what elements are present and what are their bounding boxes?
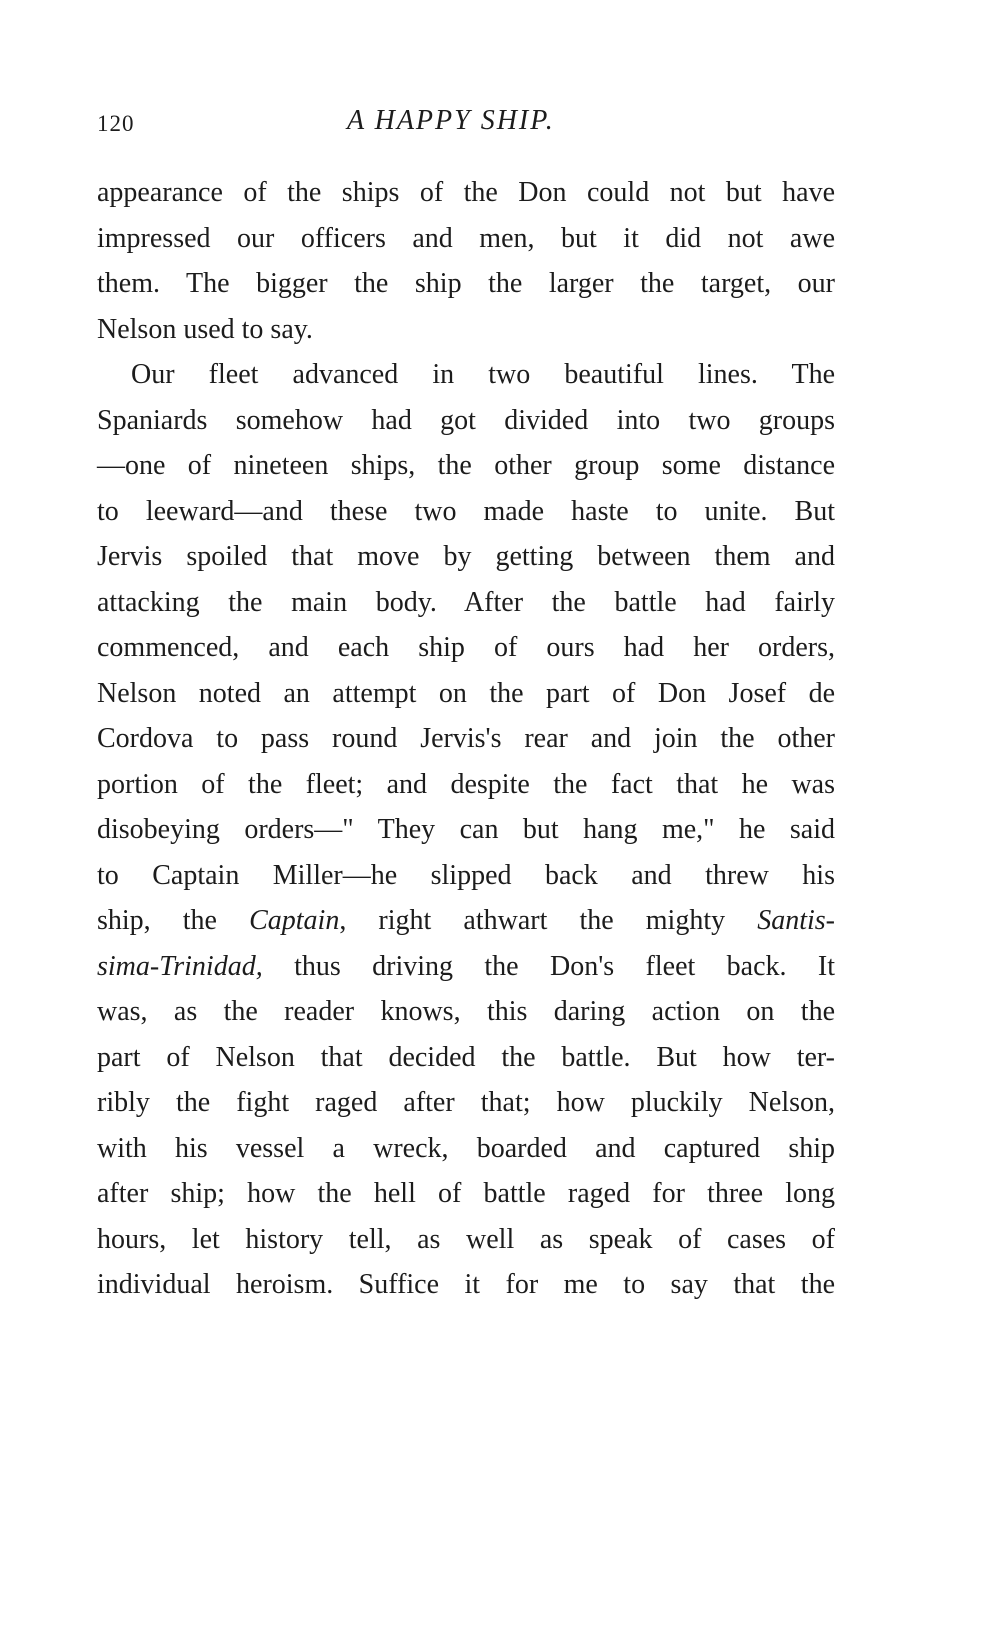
text-line: impressed our officers and men, but it did not awe [97,222,835,254]
ship-name-santissima-part2: sima-Trinidad, [97,950,263,982]
text-line: Spaniards somehow had got divided into two groups [97,404,835,436]
text-line: commenced, and each ship of ours had her orders, [97,632,835,663]
text-segment: ship, the [97,905,250,936]
text-line: attacking the main body. After the battle had fairly [97,586,835,618]
text-line: disobeying orders—" They can but hang me," he said [97,814,835,845]
text-line: hours, let history tell, as well as speak of cases of [97,1223,835,1255]
text-segment: , right athwart the mighty [339,905,758,936]
body-text [97,170,835,1308]
text-line: individual heroism. Suffice it for me to say that the [97,1269,835,1300]
paragraph-first-line: Our fleet advanced in two beautiful lines. The [131,359,835,390]
text-line: them. The bigger the ship the larger the target, our [97,268,835,299]
text-line-with-italics [97,944,835,990]
text-line: was, as the reader knows, this daring action on the [97,996,835,1027]
text-line: appearance of the ships of the Don could not but have [97,177,835,208]
text-line: Nelson used to say. [97,313,313,345]
text-line: to leeward—and these two made haste to unite. But [97,495,835,527]
text-line: Jervis spoiled that move by getting between them and [97,541,835,572]
text-line: —one of nineteen ships, the other group some distance [97,450,835,481]
page-number: 120 [97,111,135,136]
running-head [97,105,837,145]
ship-name-captain: Captain [249,905,340,936]
ship-name-santissima-part1: Santis- [757,905,835,936]
text-segment: thus driving the Don's fleet back. It [262,950,835,982]
text-line: ribly the fight raged after that; how pluckily Nelson, [97,1087,835,1118]
text-line: with his vessel a wreck, boarded and captured ship [97,1132,835,1164]
running-title: A HAPPY SHIP. [347,105,555,136]
text-line: part of Nelson that decided the battle. But how ter- [97,1041,835,1073]
text-line-with-italics [97,898,835,944]
text-line: after ship; how the hell of battle raged for three long [97,1178,835,1209]
text-line: Cordova to pass round Jervis's rear and join the other [97,723,835,754]
text-line: Nelson noted an attempt on the part of Don Josef de [97,677,835,709]
text-line: portion of the fleet; and despite the fact that he was [97,768,835,800]
text-line: to Captain Miller—he slipped back and threw his [97,859,835,891]
